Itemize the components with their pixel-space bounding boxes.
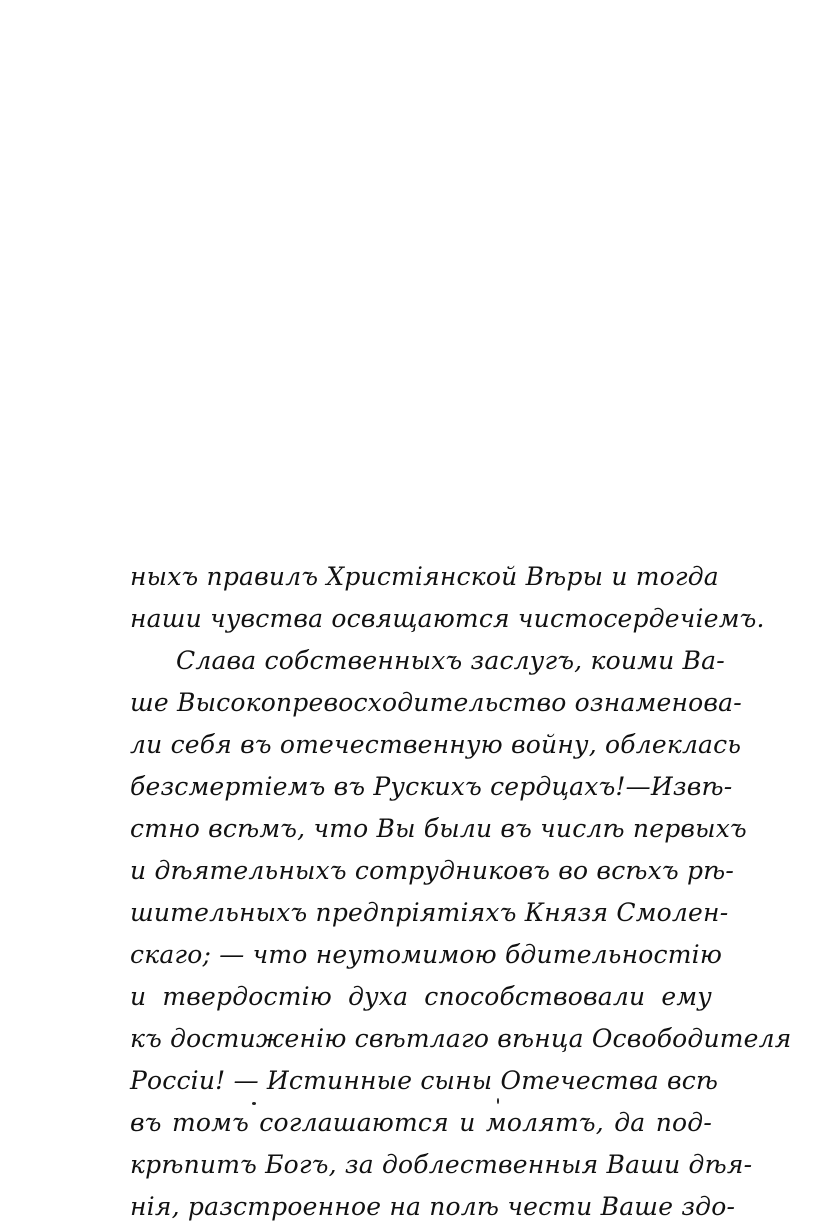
text-line: безсмертіемъ въ Рускихъ сердцахъ!—Извѣ-	[130, 772, 733, 801]
text-line: и дѣятельныхъ сотрудниковъ во всѣхъ рѣ-	[130, 856, 735, 885]
text-line: ше Высокопревосходительство ознаменова-	[130, 688, 742, 717]
text-line: скаго; — что неутомимою бдительностію	[130, 940, 723, 969]
text-line: ныхъ правилъ Христіянской Вѣры и тогда	[130, 562, 719, 591]
text-line: къ достиженію свѣтлаго вѣнца Освободителя	[130, 1024, 792, 1053]
text-line: Слава собственныхъ заслугъ, коими Ва-	[176, 646, 725, 675]
text-line: Россіи! — Истинные сыны Отечества всѣ	[130, 1066, 719, 1095]
text-line: нія, разстроенное на полѣ чести Ваше здо-	[130, 1192, 736, 1221]
ink-speck	[252, 1102, 256, 1105]
text-line: въ томъ соглашаются и молятъ, да под-	[130, 1108, 712, 1137]
text-line: и твердостію духа способствовали ему	[130, 982, 712, 1011]
text-line: шительныхъ предпріятіяхъ Князя Смолен-	[130, 898, 729, 927]
text-line: ли себя въ отечественную войну, облеклась	[130, 730, 742, 759]
text-line: крѣпитъ Богъ, за доблественныя Ваши дѣя-	[130, 1150, 753, 1179]
ink-speck	[497, 1098, 499, 1104]
page-text	[130, 556, 792, 1228]
text-line: наши чувства освящаются чистосердечіемъ.	[130, 604, 765, 633]
text-line: стно всѣмъ, что Вы были въ числѣ первыхъ	[130, 814, 747, 843]
